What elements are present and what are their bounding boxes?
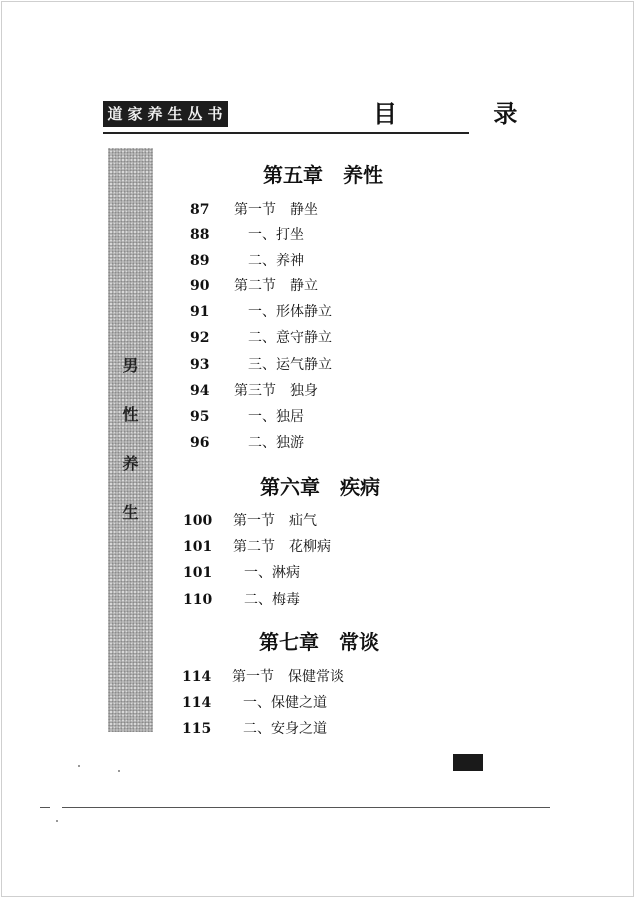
entry-title: 第三节 独身: [234, 383, 318, 399]
header-rule: [103, 132, 469, 134]
page-number: 89: [190, 253, 210, 269]
footer-rule: [62, 807, 550, 808]
entry-title: 三、运气静立: [248, 357, 332, 373]
page-number: 90: [190, 278, 210, 294]
side-char: 生: [122, 503, 139, 522]
entry-title: 二、梅毒: [244, 592, 300, 608]
entry-title: 第一节 保健常谈: [232, 669, 344, 685]
chapter-title: 第七章 常谈: [259, 630, 379, 654]
entry-title: 一、打坐: [248, 227, 304, 243]
side-char: 性: [122, 405, 139, 424]
series-title-banner: 道家养生丛书: [103, 101, 228, 127]
page-number-block: [453, 754, 483, 771]
entry-title: 一、独居: [248, 409, 304, 425]
entry-title: 第二节 静立: [234, 278, 318, 294]
entry-title: 第一节 疝气: [233, 513, 317, 529]
side-char: 男: [122, 356, 139, 375]
entry-title: 一、形体静立: [248, 304, 332, 320]
page-number: 88: [190, 227, 210, 243]
scan-speck: [78, 765, 80, 767]
scan-speck: [56, 820, 58, 822]
entry-title: 二、意守静立: [248, 330, 332, 346]
chapter-title: 第六章 疾病: [260, 475, 380, 499]
entry-title: 一、保健之道: [243, 695, 327, 711]
side-panel: [108, 148, 153, 732]
page-number: 87: [190, 202, 210, 218]
scan-speck: [118, 770, 120, 772]
page-number: 100: [183, 513, 213, 529]
page-number: 94: [190, 383, 210, 399]
chapter-title: 第五章 养性: [263, 163, 383, 187]
page-number: 110: [183, 592, 213, 608]
page-number: 114: [182, 669, 212, 685]
footer-rule-fragment: [40, 807, 50, 808]
side-char: 养: [122, 454, 139, 473]
page-number: 114: [182, 695, 212, 711]
page-number: 95: [190, 409, 210, 425]
page-number: 115: [182, 721, 212, 737]
page-number: 91: [190, 304, 210, 320]
page-number: 92: [190, 330, 210, 346]
page-number: 96: [190, 435, 210, 451]
page-number: 93: [190, 357, 210, 373]
page-border: [1, 1, 634, 897]
entry-title: 第二节 花柳病: [233, 539, 331, 555]
page-title: 目 录: [373, 100, 562, 128]
page-number: 101: [183, 539, 213, 555]
side-panel-text: [108, 356, 153, 552]
entry-title: 二、养神: [248, 253, 304, 269]
entry-title: 一、淋病: [244, 565, 300, 581]
entry-title: 二、独游: [248, 435, 304, 451]
entry-title: 第一节 静坐: [234, 202, 318, 218]
entry-title: 二、安身之道: [243, 721, 327, 737]
page-number: 101: [183, 565, 213, 581]
